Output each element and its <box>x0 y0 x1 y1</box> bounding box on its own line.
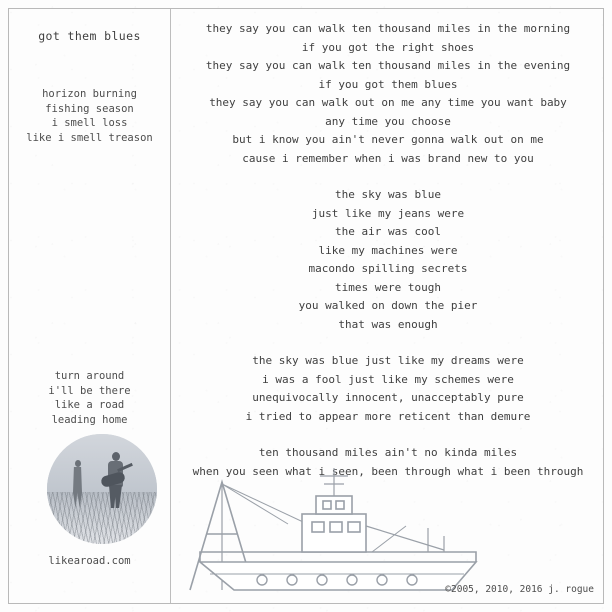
lyric-line: macondo spilling secrets <box>308 262 468 275</box>
copyright-notice: ©2005, 2010, 2016 j. rogue <box>445 584 594 595</box>
lyric-line: any time you choose <box>325 114 451 128</box>
lyric-line: times were tough <box>335 280 441 294</box>
epigraph-block <box>9 87 170 145</box>
lyric-line: i was a fool just like my schemes were <box>262 372 514 386</box>
refrain-line: i'll be there <box>48 384 131 397</box>
lyrics-body <box>172 20 604 481</box>
epigraph-line: i smell loss <box>51 117 128 129</box>
lyric-line: ten thousand miles ain't no kinda miles <box>258 446 518 459</box>
epigraph-line: fishing season <box>45 102 134 115</box>
refrain-line: turn around <box>54 370 125 382</box>
stanza-verse-2 <box>172 186 604 334</box>
lyric-line: i tried to appear more reticent than demure <box>245 409 531 423</box>
site-url[interactable]: likearoad.com <box>48 555 131 567</box>
fishing-boat-illustration <box>176 466 512 592</box>
lyric-line: if you got them blues <box>318 77 458 91</box>
epigraph-line: like i smell treason <box>26 131 153 144</box>
refrain-block <box>9 369 170 427</box>
lyric-line: unequivocally innocent, unacceptably pure <box>252 391 524 404</box>
left-column <box>9 9 170 603</box>
stanza-verse-1 <box>172 20 604 168</box>
lyric-line: if you got the right shoes <box>301 40 475 54</box>
page-title: got them blues <box>38 29 141 43</box>
photo-sky <box>47 434 157 496</box>
stanza-verse-3 <box>172 352 604 426</box>
epigraph-line: horizon burning <box>42 88 137 100</box>
photo-grass <box>47 492 157 544</box>
refrain-line: like a road <box>54 399 125 411</box>
column-divider <box>170 9 171 603</box>
lyric-line: they say you can walk ten thousand miles in the morning <box>205 22 571 35</box>
lyric-line: they say you can walk out on me any time you want baby <box>209 96 567 109</box>
lyric-line: but i know you ain't never gonna walk out on me <box>232 133 544 146</box>
lyric-line: the air was cool <box>335 225 441 238</box>
lyric-line: that was enough <box>338 317 438 331</box>
lyric-line: you walked on down the pier <box>298 299 478 312</box>
photo-figure-guitarist <box>103 452 129 508</box>
lyric-line: cause i remember when i was brand new to you <box>242 151 534 165</box>
photo-figure-standing <box>71 460 84 508</box>
refrain-line: leading home <box>51 413 128 426</box>
lyric-line: the sky was blue <box>335 188 441 201</box>
lyric-line: just like my jeans were <box>311 206 465 220</box>
lyric-line: when you seen what i seen, been through what i been through <box>192 464 584 478</box>
lyric-line: they say you can walk ten thousand miles in the evening <box>205 59 571 72</box>
lyric-line: like my machines were <box>318 243 458 257</box>
circular-photo <box>47 434 157 544</box>
lyric-line: the sky was blue just like my dreams were <box>252 354 524 367</box>
